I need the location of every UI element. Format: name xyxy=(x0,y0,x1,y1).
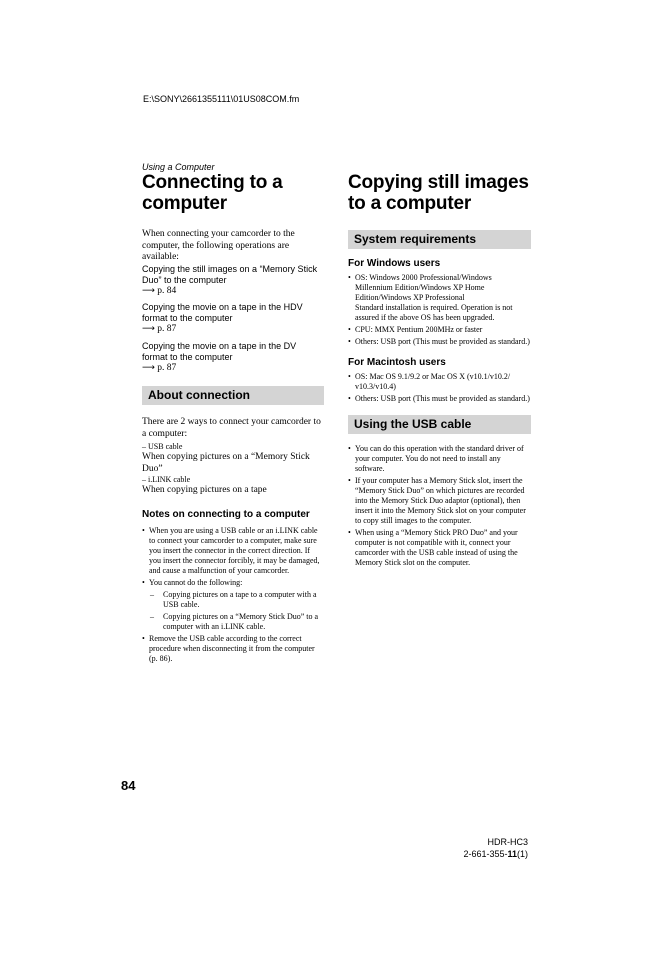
operation-text: Copying the still images on a “Memory Stick Duo” to the computer xyxy=(142,263,318,285)
note-item: • When you are using a USB cable or an i.LINK cable to connect your camcorder to a computer, make sure you insert the connector in the correct direction. If you insert the connector forcibly, it may be damaged, and cause a malfunction of your camcorder. xyxy=(142,526,324,576)
footer-code-suffix: (1) xyxy=(517,849,528,859)
mac-item: • OS: Mac OS 9.1/9.2 or Mac OS X (v10.1/v10.2/ v10.3/v10.4) xyxy=(348,372,531,392)
windows-item: • CPU: MMX Pentium 200MHz or faster xyxy=(348,325,531,335)
footer-code-prefix: 2-661-355- xyxy=(463,849,508,859)
page-reference[interactable]: p. 87 xyxy=(157,324,177,334)
ilink-cable-desc: When copying pictures on a tape xyxy=(142,485,267,495)
note-text: You cannot do the following: xyxy=(149,577,243,587)
note-sublist xyxy=(149,590,324,632)
page-reference[interactable]: p. 87 xyxy=(157,362,177,373)
footer-code-bold: 11 xyxy=(507,849,517,859)
right-title xyxy=(348,172,531,214)
operation-item xyxy=(142,341,324,375)
footer-model: HDR-HC3 xyxy=(487,837,528,847)
windows-item: • Others: USB port (This must be provided as standard.) xyxy=(348,337,531,347)
usb-item: • You can do this operation with the standard driver of your computer. You do not need to install any software. xyxy=(348,444,531,474)
operation-text: Copying the movie on a tape in the HDV format to the computer xyxy=(142,302,303,323)
notes-list xyxy=(142,526,324,664)
usb-cable-heading: Using the USB cable xyxy=(348,415,531,434)
right-column xyxy=(348,172,531,570)
arrow-right-icon: ⟶ xyxy=(142,362,155,373)
page-reference[interactable]: p. 84 xyxy=(157,285,177,296)
usb-list xyxy=(348,444,531,568)
footer-code xyxy=(463,848,528,860)
note-item xyxy=(142,578,324,632)
windows-heading: For Windows users xyxy=(348,258,441,269)
windows-os-note: Standard installation is required. Operation is not assured if the above OS has been upgraded. xyxy=(355,303,513,322)
left-title-line2: computer xyxy=(142,193,227,214)
windows-os: OS: Windows 2000 Professional/Windows Millennium Edition/Windows XP Home Edition/Windows XP Professional xyxy=(355,273,492,302)
usb-item: • When using a “Memory Stick PRO Duo” and your computer is not compatible with it, connect your camcorder with the USB cable instead of using the Memory Stick slot on the computer. xyxy=(348,528,531,568)
operation-item xyxy=(142,302,324,336)
mac-heading: For Macintosh users xyxy=(348,357,446,368)
note-subitem: – Copying pictures on a “Memory Stick Duo” to a computer with an i.LINK cable. xyxy=(149,612,324,632)
note-item: • Remove the USB cable according to the correct procedure when disconnecting it from the computer (p. 86). xyxy=(142,634,324,664)
footer xyxy=(463,836,528,860)
arrow-right-icon: ⟶ xyxy=(142,285,155,296)
windows-item xyxy=(348,273,531,323)
usb-item: • If your computer has a Memory Stick slot, insert the “Memory Stick Duo” on which pictures are recorded into the Memory Stick Duo adaptor (optional), then insert it into the Memory Stick slot on your computer to copy still images to the computer. xyxy=(348,476,531,526)
left-title-line1: Connecting to a xyxy=(142,172,283,193)
operation-item xyxy=(142,264,324,298)
about-connection-heading: About connection xyxy=(142,386,324,405)
file-path: E:\SONY\2661355111\01US08COM.fm xyxy=(143,94,300,104)
mac-item: • Others: USB port (This must be provided as standard.) xyxy=(348,394,531,404)
left-title xyxy=(142,172,324,214)
about-intro: There are 2 ways to connect your camcorder to a computer: xyxy=(142,417,321,439)
system-requirements-heading: System requirements xyxy=(348,230,531,249)
right-title-line1: Copying still images xyxy=(348,172,529,193)
ilink-cable-label: – i.LINK cable xyxy=(142,475,191,484)
usb-cable-label: – USB cable xyxy=(142,442,183,451)
operation-text: Copying the movie on a tape in the DV format to the computer xyxy=(142,340,297,362)
section-label: Using a Computer xyxy=(142,162,215,172)
arrow-right-icon: ⟶ xyxy=(142,324,155,334)
windows-list xyxy=(348,273,531,347)
left-column xyxy=(142,162,324,666)
right-title-line2: to a computer xyxy=(348,193,472,214)
page-number: 84 xyxy=(121,778,136,793)
notes-heading: Notes on connecting to a computer xyxy=(142,508,310,520)
usb-cable-desc: When copying pictures on a “Memory Stick Duo” xyxy=(142,452,310,474)
intro-text: When connecting your camcorder to the computer, the following operations are available: xyxy=(142,229,295,262)
mac-list xyxy=(348,372,531,404)
note-subitem: – Copying pictures on a tape to a computer with a USB cable. xyxy=(149,590,324,610)
